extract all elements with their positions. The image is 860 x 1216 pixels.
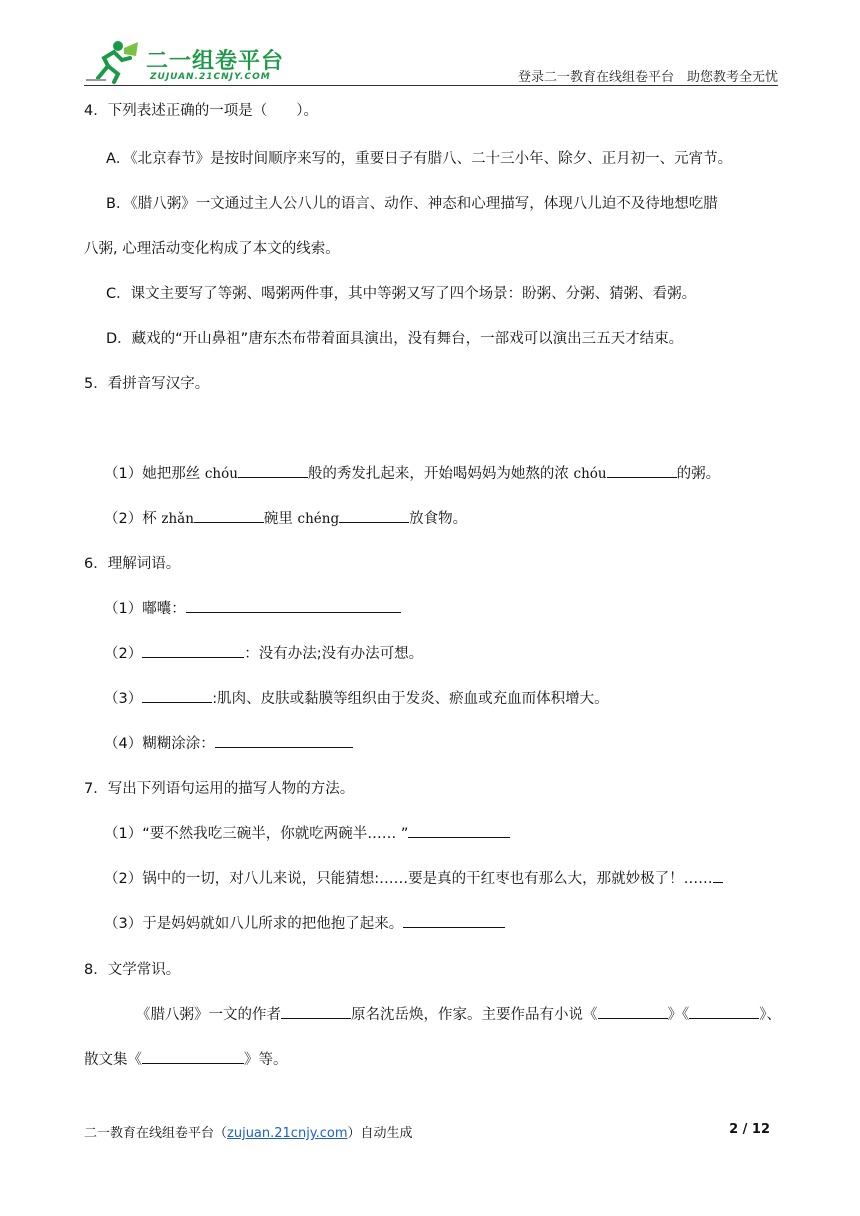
q6-item-2-label: （2） [104,646,143,662]
answer-blank[interactable] [194,508,264,523]
pinyin-zhan: zhǎn [161,511,194,527]
q4-stem: 4．下列表述正确的一项是（ ）。 [84,103,318,119]
answer-blank[interactable] [403,913,505,928]
q8-stem: 8．文学常识。 [84,962,181,978]
q8-text-c: 》《 [667,1007,690,1023]
q5-item-2-text-a: （2）杯 [104,511,162,527]
pinyin-chou-1: chóu [204,466,238,482]
q6-item-2-text: ：没有办法;没有办法可想。 [244,646,424,662]
pinyin-cheng: chéng [297,511,340,527]
q7-item-2 [104,867,723,888]
q7-item-3 [104,912,505,933]
q7-item-2-text: （2）锅中的一切，对八儿来说，只能猜想:……要是真的干红枣也有那么大，那就妙极了！…… [104,871,713,887]
q4-option-d: D．藏戏的“开山鼻祖”唐东杰布带着面具演出，没有舞台，一部戏可以演出三五天才结束。 [106,331,684,347]
header-tagline: 登录二一教育在线组卷平台 助您教考全无忧 [517,70,778,85]
page-footer [84,1122,778,1141]
q5-item-2 [104,507,467,528]
q7-item-1-text: （1）“要不然我吃三碗半，你就吃两碗半…… ” [104,826,409,842]
answer-blank[interactable] [408,823,510,838]
q5-item-1-text-a: （1）她把那丝 [104,466,205,482]
pinyin-chou-2: chóu [573,466,607,482]
q6-item-1-text: （1）嘟囔： [104,601,186,617]
q7-item-3-text: （3）于是妈妈就如八儿所求的把他抱了起来。 [104,916,404,932]
q5-item-2-text-c: 放食物。 [409,511,468,527]
q8-text-a: 《腊八粥》一文的作者 [136,1007,281,1023]
answer-blank[interactable] [598,1004,668,1019]
answer-blank[interactable] [689,1004,759,1019]
q6-item-1 [104,597,401,618]
q5-item-1 [104,462,720,483]
q6-item-3-label: （3） [104,691,143,707]
answer-blank[interactable] [238,463,308,478]
q4-option-a: A．《北京春节》是按时间顺序来写的，重要日子有腊八、二十三小年、除夕、正月初一、元宵节。 [106,151,733,167]
q6-item-3 [104,687,609,708]
page-header [84,30,778,86]
q6-stem: 6．理解词语。 [84,556,181,572]
q5-stem: 5．看拼音写汉字。 [84,376,210,392]
answer-blank[interactable] [607,463,677,478]
q6-item-4-text: （4）糊糊涂涂： [104,736,215,752]
q6-item-3-text: :肌肉、皮肤或黏膜等组织由于发炎、瘀血或充血而体积增大。 [212,691,609,707]
q4-option-c: C．课文主要写了等粥、喝粥两件事，其中等粥又写了四个场景：盼粥、分粥、猜粥、看粥。 [106,286,697,302]
answer-blank[interactable] [215,733,353,748]
answer-blank[interactable] [142,1049,244,1064]
answer-blank[interactable] [186,598,401,613]
logo-text: 二一组卷平台 [146,49,285,74]
footer-text-a: 二一教育在线组卷平台（ [84,1126,228,1141]
q6-item-4 [104,732,353,753]
answer-blank[interactable] [339,508,409,523]
q4-option-b: B．《腊八粥》一文通过主人公八儿的语言、动作、神态和心理描写，体现八儿迫不及待地想吃腊 [106,196,718,212]
q8-text-e: 散文集《 [84,1052,142,1068]
answer-blank[interactable] [281,1004,351,1019]
page-number: 2 / 12 [729,1122,770,1137]
header-divider [84,85,778,86]
answer-blank[interactable] [142,643,244,658]
footer-site-link[interactable]: zujuan.21cnjy.com [227,1126,348,1141]
logo[interactable] [84,38,284,84]
footer-text-b: ）自动生成 [347,1126,413,1141]
q7-stem: 7．写出下列语句运用的描写人物的方法。 [84,781,355,797]
q5-item-1-text-c: 的粥。 [676,466,721,482]
logo-url: ZUJUAN.21CNJY.COM [150,72,271,82]
runner-mascot-icon [84,38,142,84]
q7-item-1 [104,822,510,843]
q8-paragraph-line-1 [136,1003,781,1024]
q8-text-d: 》、 [759,1007,781,1023]
q8-text-b: 原名沈岳焕，作家。主要作品有小说《 [351,1007,598,1023]
q4-option-b-cont: 八粥, 心理活动变化构成了本文的线索。 [84,241,340,257]
answer-blank[interactable] [713,868,723,883]
q5-item-1-text-b: 般的秀发扎起来，开始喝妈妈为她熬的浓 [307,466,574,482]
q5-item-2-text-b: 碗里 [263,511,298,527]
q8-text-f: 》等。 [244,1052,288,1068]
q6-item-2 [104,642,423,663]
answer-blank[interactable] [142,688,212,703]
q8-paragraph-line-2 [84,1048,288,1069]
